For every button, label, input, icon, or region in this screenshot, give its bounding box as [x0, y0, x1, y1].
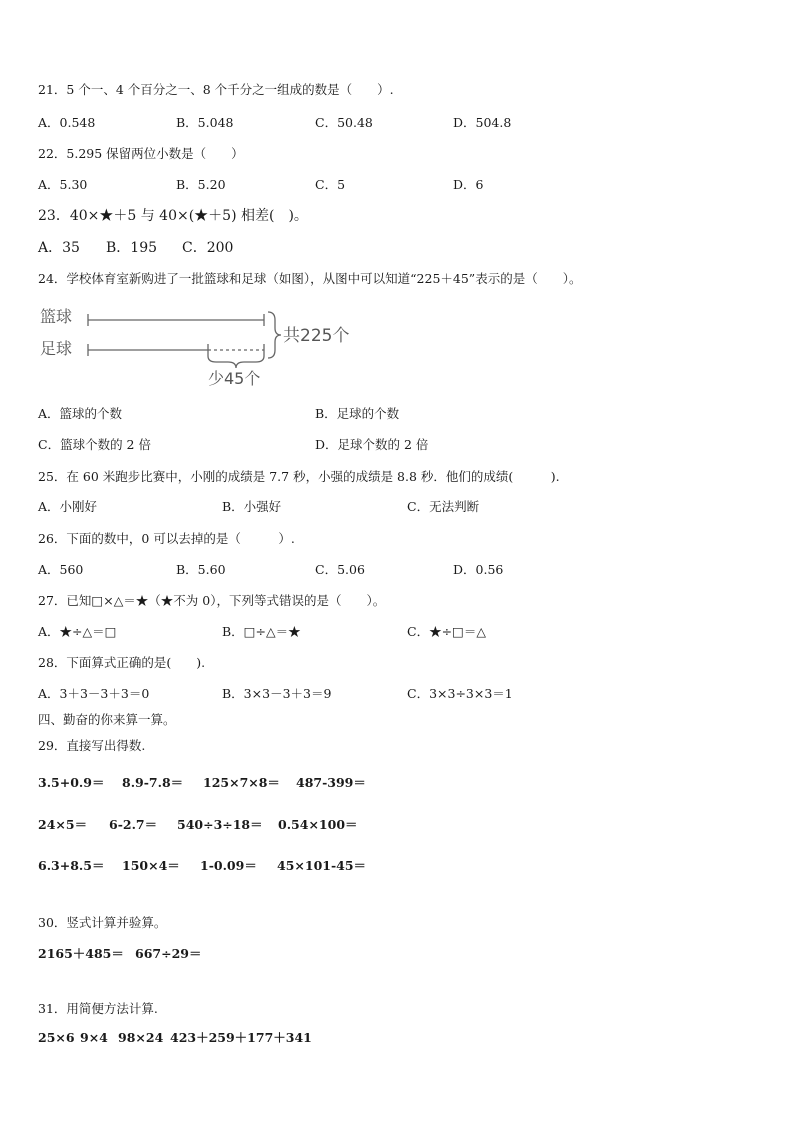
calc-item: 98×24: [118, 1030, 164, 1045]
question-31-stem: 31．用简便方法计算.: [38, 1001, 158, 1016]
q28-option-a[interactable]: A．3＋3－3＋3＝0: [38, 686, 150, 701]
q24-option-c[interactable]: C．篮球个数的 2 倍: [38, 437, 151, 452]
q25-option-a[interactable]: A．小刚好: [38, 499, 98, 514]
calc-item: 667÷29＝: [135, 946, 202, 961]
question-27-stem: 27．已知□×△＝★（★不为 0），下列等式错误的是（ ）。: [38, 593, 386, 608]
q22-option-d[interactable]: D．6: [453, 177, 484, 192]
calc-item: 24×5＝: [38, 817, 88, 832]
q28-option-c[interactable]: C．3×3÷3×3＝1: [407, 686, 513, 701]
line-segment-diagram: [38, 298, 368, 390]
calc-item: 150×4＝: [122, 858, 180, 873]
q21-option-b[interactable]: B．5.048: [176, 115, 234, 130]
basketball-label: 篮球: [40, 307, 73, 326]
question-21-stem: 21．5 个一、4 个百分之一、8 个千分之一组成的数是（ ）.: [38, 82, 394, 97]
calc-item: 1-0.09＝: [200, 858, 257, 873]
question-23-stem: 23．40×★＋5 与 40×(★＋5) 相差( )。: [38, 208, 308, 224]
question-28-stem: 28．下面算式正确的是( ).: [38, 655, 206, 670]
calc-item: 8.9-7.8＝: [122, 775, 184, 790]
q26-option-a[interactable]: A．560: [38, 562, 84, 577]
total-label: 共225个: [283, 326, 350, 346]
q27-option-c[interactable]: C．★÷□＝△: [407, 624, 486, 639]
calc-item: 9×4: [80, 1030, 108, 1045]
calc-item: 6-2.7＝: [109, 817, 158, 832]
q24-option-d[interactable]: D．足球个数的 2 倍: [315, 437, 429, 452]
calc-item: 487-399＝: [296, 775, 366, 790]
calc-item: 25×6: [38, 1030, 75, 1045]
q27-option-b[interactable]: B．□÷△＝★: [222, 624, 301, 639]
calc-item: 45×101-45＝: [277, 858, 367, 873]
q25-option-c[interactable]: C．无法判断: [407, 499, 480, 514]
section-4-heading: 四、勤奋的你来算一算。: [38, 712, 176, 727]
football-label: 足球: [40, 339, 73, 358]
difference-brace: [208, 356, 264, 368]
q26-option-c[interactable]: C．5.06: [315, 562, 365, 577]
q28-option-b[interactable]: B．3×3－3＋3＝9: [222, 686, 332, 701]
q27-option-a[interactable]: A．★÷△＝□: [38, 624, 117, 639]
q23-option-b[interactable]: B．195: [106, 240, 158, 256]
question-22-stem: 22．5.295 保留两位小数是（ ）: [38, 146, 244, 161]
q23-option-a[interactable]: A．35: [38, 240, 80, 256]
q23-option-c[interactable]: C．200: [182, 240, 234, 256]
q24-option-b[interactable]: B．足球的个数: [315, 406, 400, 421]
q22-option-a[interactable]: A．5.30: [38, 177, 88, 192]
q21-option-c[interactable]: C．50.48: [315, 115, 373, 130]
question-30-stem: 30．竖式计算并验算。: [38, 915, 167, 930]
total-brace: [268, 312, 281, 358]
question-25-stem: 25．在 60 米跑步比赛中，小刚的成绩是 7.7 秒，小强的成绩是 8.8 秒．他们的成绩( ).: [38, 469, 560, 484]
q26-option-d[interactable]: D．0.56: [453, 562, 504, 577]
difference-label: 少45个: [208, 369, 261, 388]
q22-option-b[interactable]: B．5.20: [176, 177, 226, 192]
calc-item: 540÷3÷18＝: [177, 817, 263, 832]
calc-item: 6.3+8.5＝: [38, 858, 105, 873]
q21-option-d[interactable]: D．504.8: [453, 115, 512, 130]
q24-option-a[interactable]: A．篮球的个数: [38, 406, 123, 421]
calc-item: 423＋259＋177＋341: [170, 1030, 312, 1045]
question-24-stem: 24．学校体育室新购进了一批篮球和足球（如图），从图中可以知道“225＋45”表示的是（ ）。: [38, 271, 582, 286]
question-26-stem: 26．下面的数中，0 可以去掉的是（ ）.: [38, 531, 295, 546]
calc-item: 3.5+0.9＝: [38, 775, 105, 790]
question-29-stem: 29．直接写出得数.: [38, 738, 146, 753]
q22-option-c[interactable]: C．5: [315, 177, 346, 192]
calc-item: 2165＋485＝: [38, 946, 124, 961]
calc-item: 125×7×8＝: [203, 775, 280, 790]
calc-item: 0.54×100＝: [278, 817, 358, 832]
q25-option-b[interactable]: B．小强好: [222, 499, 282, 514]
q21-option-a[interactable]: A．0.548: [38, 115, 96, 130]
q26-option-b[interactable]: B．5.60: [176, 562, 226, 577]
